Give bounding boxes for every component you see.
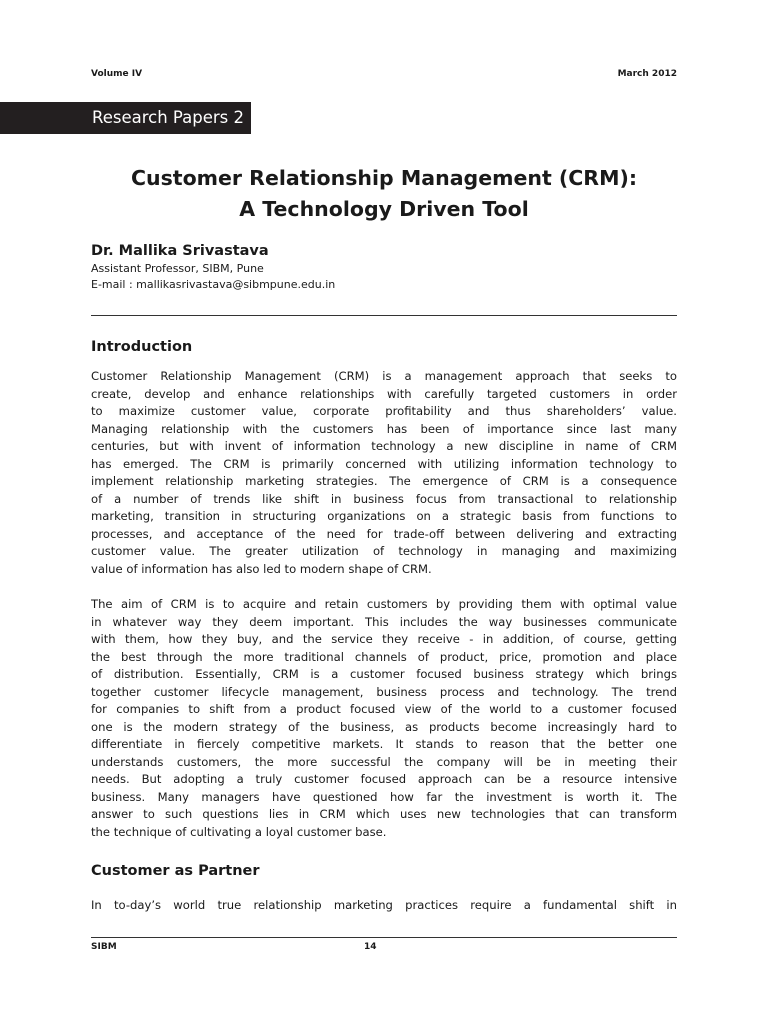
page-number: 14 — [364, 942, 377, 952]
issue-date: March 2012 — [617, 69, 677, 79]
introduction-paragraph-1 — [91, 368, 677, 578]
paper-title-line-2: A Technology Driven Tool — [239, 197, 529, 221]
footer-institution: SIBM — [91, 942, 117, 952]
text-line: The aim of CRM is to acquire and retain customers by providing them with optimal value — [91, 597, 677, 611]
footer-divider — [91, 937, 677, 938]
text-line: In to-day’s world true relationship marketing practices require a fundamental shift in — [91, 898, 677, 912]
text-line: understands customers, the more successful the company will be in meeting their — [91, 754, 677, 769]
customer-as-partner-paragraph-1 — [91, 897, 677, 915]
author-position: Assistant Professor, SIBM, Pune — [91, 262, 264, 275]
text-line: one is the modern strategy of the business, as products become increasingly hard to — [91, 719, 677, 734]
text-line: in whatever way they deem important. This includes the way businesses communicate — [91, 614, 677, 629]
text-line: of distribution. Essentially, CRM is a customer focused business strategy which brings — [91, 667, 677, 681]
header-divider — [91, 315, 677, 316]
text-line: together customer lifecycle management, business process and technology. The trend — [91, 684, 677, 699]
text-line: to maximize customer value, corporate profitability and thus shareholders’ value. — [91, 404, 677, 418]
text-line: needs. But adopting a truly customer focused approach can be a resource intensive — [91, 772, 677, 786]
text-line: for companies to shift from a product focused view of the world to a customer focused — [91, 702, 677, 716]
text-line: with them, how they buy, and the service they receive - in addition, of course, getting — [91, 632, 677, 646]
volume-label: Volume IV — [91, 69, 143, 79]
section-heading-customer-as-partner: Customer as Partner — [91, 863, 260, 879]
text-line: answer to such questions lies in CRM which uses new technologies that can transform — [91, 807, 677, 821]
text-line: differentiate in fiercely competitive markets. It stands to reason that the better one — [91, 737, 677, 751]
author-block — [91, 241, 677, 292]
text-line: has emerged. The CRM is primarily concerned with utilizing information technology to — [91, 456, 677, 471]
text-line: the best through the more traditional channels of product, price, promotion and place — [91, 649, 677, 664]
running-footer — [91, 942, 677, 956]
section-heading-introduction: Introduction — [91, 339, 193, 355]
text-line: the technique of cultivating a loyal customer base. — [91, 824, 387, 839]
text-line: implement relationship marketing strategies. The emergence of CRM is a consequence — [91, 474, 677, 488]
introduction-paragraph-2 — [91, 596, 677, 841]
paper-title-line-1: Customer Relationship Management (CRM): — [130, 166, 638, 190]
text-line: processes, and acceptance of the need for trade-off between delivering and extracting — [91, 526, 677, 541]
paper-title — [60, 163, 708, 225]
text-line: value of information has also led to modern shape of CRM. — [91, 561, 432, 576]
text-line: create, develop and enhance relationships with carefully targeted customers in order — [91, 386, 677, 401]
text-line: Managing relationship with the customers has been of importance since last many — [91, 421, 677, 436]
text-line: of a number of trends like shift in business focus from transactional to relationship — [91, 491, 677, 506]
author-name: Dr. Mallika Srivastava — [91, 243, 269, 259]
text-line: business. Many managers have questioned how far the investment is worth it. The — [91, 789, 677, 804]
text-line: centuries, but with invent of information technology a new discipline in name of CRM — [91, 439, 677, 453]
text-line: marketing, transition in structuring organizations on a strategic basis from functions to — [91, 509, 677, 523]
running-header — [91, 69, 677, 83]
text-line: customer value. The greater utilization of technology in managing and maximizing — [91, 544, 677, 558]
author-email: E-mail : mallikasrivastava@sibmpune.edu.in — [91, 277, 336, 291]
text-line: Customer Relationship Management (CRM) is a management approach that seeks to — [91, 369, 677, 383]
section-banner: Research Papers 2 — [0, 102, 251, 134]
